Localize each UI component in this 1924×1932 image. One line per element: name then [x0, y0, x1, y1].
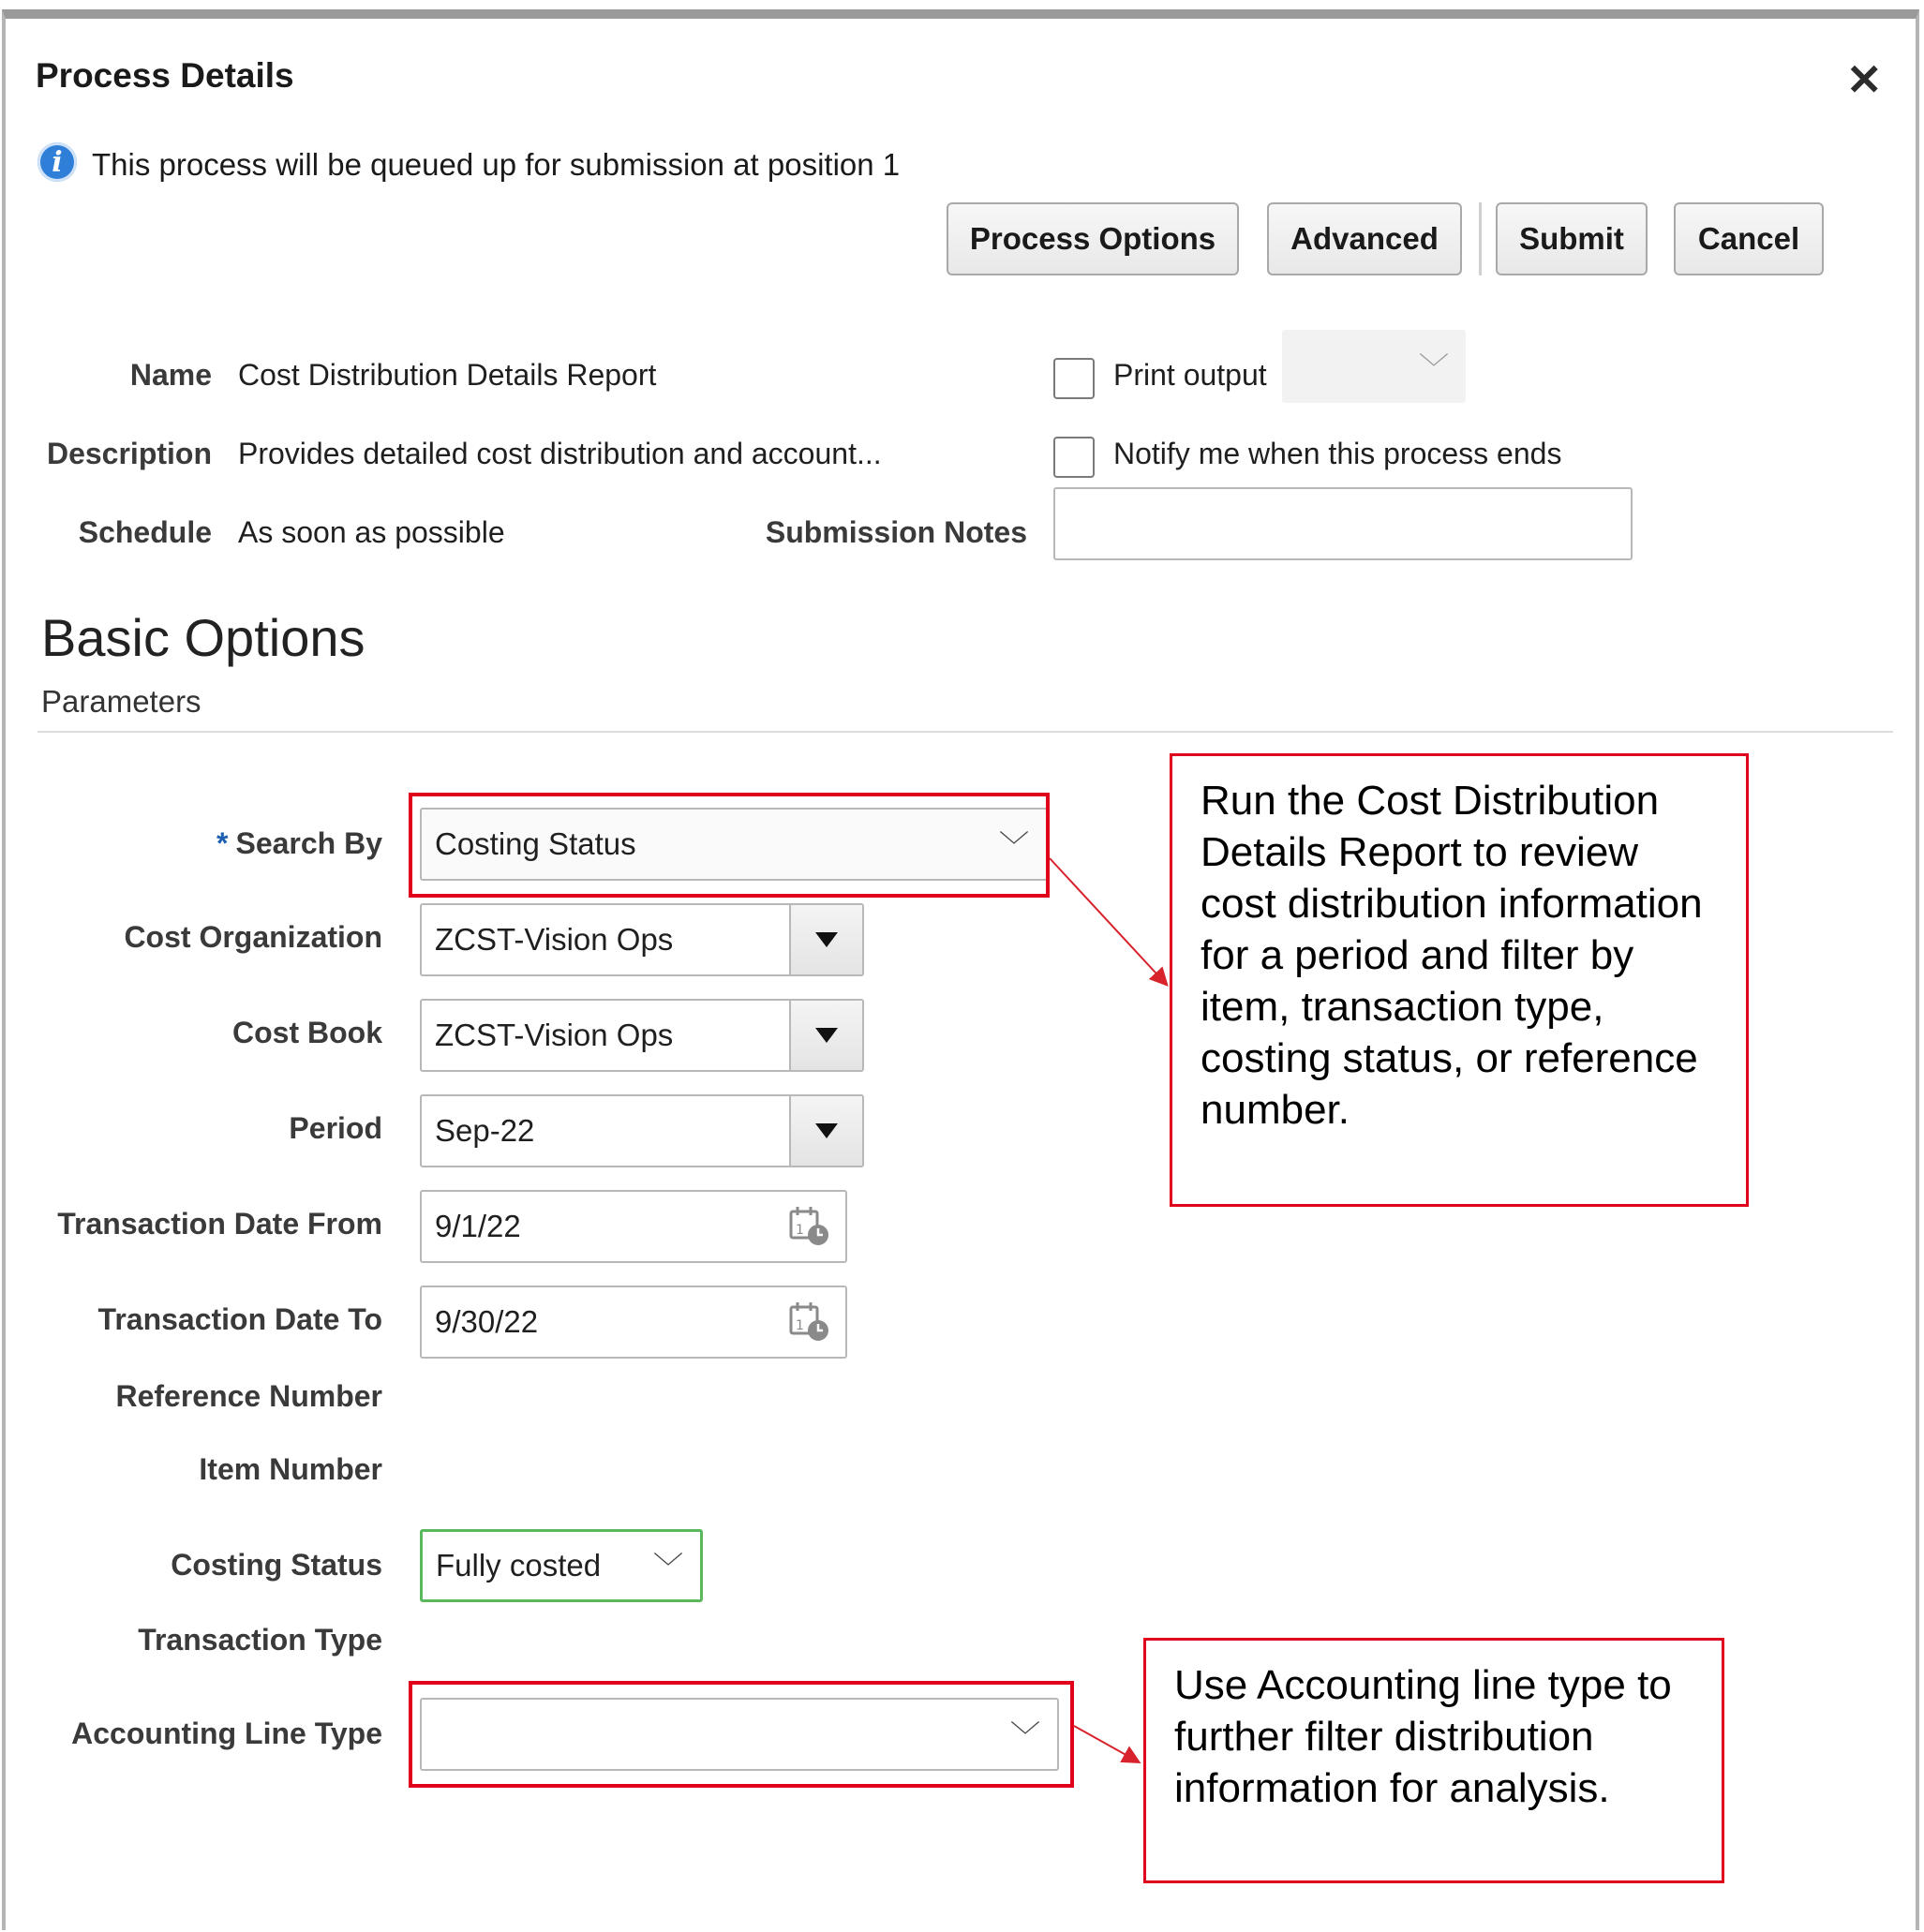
description-label: Description: [46, 437, 212, 470]
top-callout-text: Run the Cost Distribution Details Report to review cost distribution information for a period and filter by item, transaction type, costing status, or reference number.: [1201, 778, 1703, 1133]
close-icon[interactable]: ✕: [1846, 55, 1883, 104]
bottom-callout-text: Use Accounting line type to further filter distribution information for analysis.: [1174, 1662, 1672, 1811]
cost-book-label: Cost Book: [232, 1016, 382, 1049]
submission-notes-label: Submission Notes: [765, 515, 1027, 549]
name-label: Name: [129, 358, 212, 392]
costing-status-label: Costing Status: [171, 1548, 382, 1582]
transaction-date-to-value: 9/30/22: [435, 1304, 539, 1339]
schedule-value: As soon as possible: [238, 515, 505, 549]
info-message: This process will be queued up for submission at position 1: [92, 147, 901, 182]
top-callout-arrow: [1050, 858, 1166, 984]
search-by-label-text: Search By: [235, 826, 382, 860]
reference-number-label: Reference Number: [115, 1379, 382, 1413]
cost-organization-value: ZCST-Vision Ops: [435, 922, 674, 957]
cancel-button[interactable]: Cancel: [1674, 202, 1824, 275]
process-details-dialog: [2, 9, 1919, 1930]
parameters-subheading: Parameters: [41, 684, 201, 719]
chevron-down-icon: ﹀: [652, 1551, 683, 1584]
transaction-date-from-label: Transaction Date From: [57, 1207, 382, 1241]
chevron-down-icon: ﹀: [1418, 351, 1449, 385]
submit-button[interactable]: Submit: [1496, 202, 1648, 275]
required-asterisk: *: [216, 826, 229, 860]
accounting-line-type-label: Accounting Line Type: [71, 1717, 382, 1750]
svg-text:1: 1: [796, 1318, 804, 1333]
costing-status-value: Fully costed: [436, 1548, 602, 1583]
period-value: Sep-22: [435, 1113, 535, 1148]
cost-organization-label: Cost Organization: [124, 920, 382, 954]
transaction-date-to-label: Transaction Date To: [97, 1302, 382, 1336]
schedule-label: Schedule: [78, 515, 212, 549]
notify-label: Notify me when this process ends: [1113, 437, 1562, 470]
process-options-button[interactable]: Process Options: [947, 202, 1239, 275]
cost-book-value: ZCST-Vision Ops: [435, 1018, 674, 1052]
name-value: Cost Distribution Details Report: [238, 358, 657, 392]
basic-options-heading: Basic Options: [41, 608, 365, 667]
period-label: Period: [289, 1111, 382, 1145]
bottom-callout-box: [1143, 1638, 1724, 1883]
item-number-label: Item Number: [199, 1452, 382, 1486]
transaction-date-from-value: 9/1/22: [435, 1209, 521, 1243]
dialog-title: Process Details: [36, 56, 294, 95]
advanced-button[interactable]: Advanced: [1267, 202, 1462, 275]
svg-text:1: 1: [796, 1223, 804, 1238]
bottom-callout-arrow: [1074, 1726, 1138, 1761]
search-by-value: Costing Status: [435, 826, 636, 861]
transaction-type-label: Transaction Type: [138, 1623, 382, 1657]
description-value: Provides detailed cost distribution and account...: [238, 437, 882, 470]
top-callout-box: [1170, 753, 1749, 1207]
info-icon: i: [37, 142, 77, 182]
print-output-label: Print output: [1113, 358, 1267, 392]
chevron-down-icon: ﹀: [998, 829, 1029, 863]
chevron-down-icon: ﹀: [1009, 1719, 1040, 1753]
